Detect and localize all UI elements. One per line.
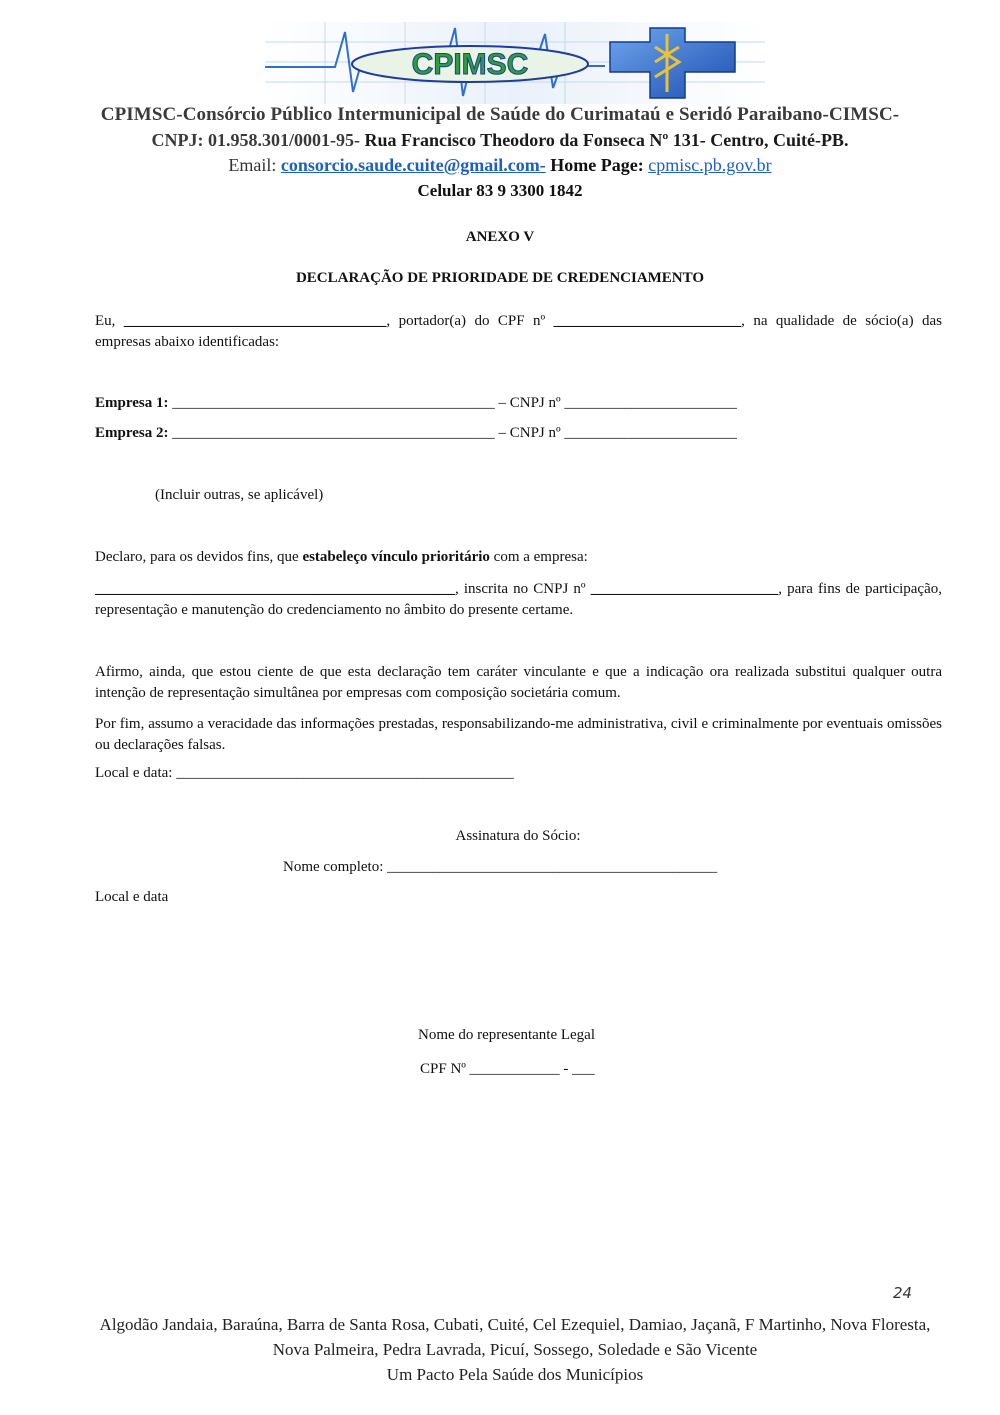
declaration-title: DECLARAÇÃO DE PRIORIDADE DE CREDENCIAMENTO [295, 270, 705, 286]
cnpj-address-line [0, 130, 1000, 151]
full-name-label: Nome completo: [283, 859, 384, 875]
intro-mid: , portador(a) do CPF nº [386, 313, 546, 329]
logo-wordmark: CPIMSC [411, 48, 529, 81]
empresa-2-label: Empresa 2: [95, 425, 169, 441]
local-data-blank[interactable]: _____________________________________________ [176, 765, 514, 781]
cpf-line: CPF Nº ____________ - ___ [420, 1061, 595, 1077]
empresa-1-cnpj-blank[interactable]: _______________________ [564, 395, 737, 411]
local-e-data: Local e data [95, 889, 169, 905]
empresa-1-cnpj-label: – CNPJ nº [498, 395, 561, 411]
footer-slogan: Um Pacto Pela Saúde dos Municípios [386, 1365, 644, 1384]
local-data-line [95, 765, 514, 782]
intro-paragraph [95, 311, 942, 353]
homepage-label: Home Page: [550, 155, 644, 175]
empresa-2-cnpj-label: – CNPJ nº [498, 425, 561, 441]
header-cnpj: CNPJ: 01.958.301/0001-95- [151, 130, 361, 150]
cpimsc-logo [265, 22, 765, 104]
declaro-bold: estabeleço vínculo prioritário [302, 549, 490, 565]
page-number: 24 [893, 1284, 913, 1302]
intro-eu: Eu, [95, 313, 116, 329]
name-blank[interactable]: ___________________________________ [123, 313, 387, 329]
contact-line [0, 155, 1000, 176]
full-name-line [283, 859, 717, 876]
local-data-label: Local e data: [95, 765, 173, 781]
empresa-1-line [95, 395, 737, 412]
empresa-2-blank[interactable]: ___________________________________________ [172, 425, 495, 441]
cpf-blank[interactable]: _________________________ [553, 313, 742, 329]
declaro-pre: Declaro, para os devidos fins, que [95, 549, 299, 565]
consortium-name: CPIMSC-Consórcio Público Intermunicipal de Saúde do Curimataú e Seridó Paraibano-CIMSC- [100, 104, 900, 125]
full-name-blank[interactable]: ____________________________________________ [387, 859, 718, 875]
header-address: Rua Francisco Theodoro da Fonseca Nº 131- Centro, Cuité-PB. [364, 130, 849, 150]
email-label: Email: [228, 155, 277, 175]
afirmo-paragraph: Afirmo, ainda, que estou ciente de que esta declaração tem caráter vinculante e que a indicação ora realizada substitui qualquer outra intenção de representação simultânea por empresas com composição societária comum. [95, 664, 942, 701]
intro-end: , na qualidade de sócio(a) das empresas abaixo identificadas: [95, 313, 943, 350]
inscrita-end: , para fins de participação, representação e manutenção do credenciamento no âmbito do presente certame. [95, 581, 943, 618]
footer [80, 1312, 950, 1387]
empresa-2-cnpj-blank[interactable]: _______________________ [564, 425, 737, 441]
porfim-paragraph: Por fim, assumo a veracidade das informações prestadas, responsabilizando-me administrativa, civil e criminalmente por eventuais omissões ou declarações falsas. [95, 716, 942, 753]
signature-label: Assinatura do Sócio: [455, 828, 581, 844]
empresa-1-blank[interactable]: ___________________________________________ [172, 395, 495, 411]
homepage-link[interactable]: cpmisc.pb.gov.br [648, 155, 772, 175]
inscrita-paragraph [95, 579, 942, 621]
declaro-post: com a empresa: [493, 549, 588, 565]
priority-company-blank[interactable]: ________________________________________________ [95, 581, 455, 597]
empresa-2-line [95, 425, 737, 442]
legal-representative-label: Nome do representante Legal [418, 1027, 596, 1043]
inscrita-label: , inscrita no CNPJ nº [455, 581, 586, 597]
empresa-1-label: Empresa 1: [95, 395, 169, 411]
annex-title: ANEXO V [465, 229, 535, 245]
declaro-line [95, 549, 588, 566]
phone-line: Celular 83 9 3300 1842 [417, 181, 583, 200]
include-others-note: (Incluir outras, se aplicável) [155, 487, 324, 503]
footer-municipalities: Algodão Jandaia, Baraúna, Barra de Santa Rosa, Cubati, Cuité, Cel Ezequiel, Damiao, Jaçanã, F Martinho, Nova Floresta, Nova Palmeira, Pedra Lavrada, Picuí, Sossego, Soledade e São Vicente [99, 1315, 931, 1359]
priority-cnpj-blank[interactable]: _________________________ [590, 581, 779, 597]
email-link[interactable]: consorcio.saude.cuite@gmail.com- [280, 155, 546, 175]
